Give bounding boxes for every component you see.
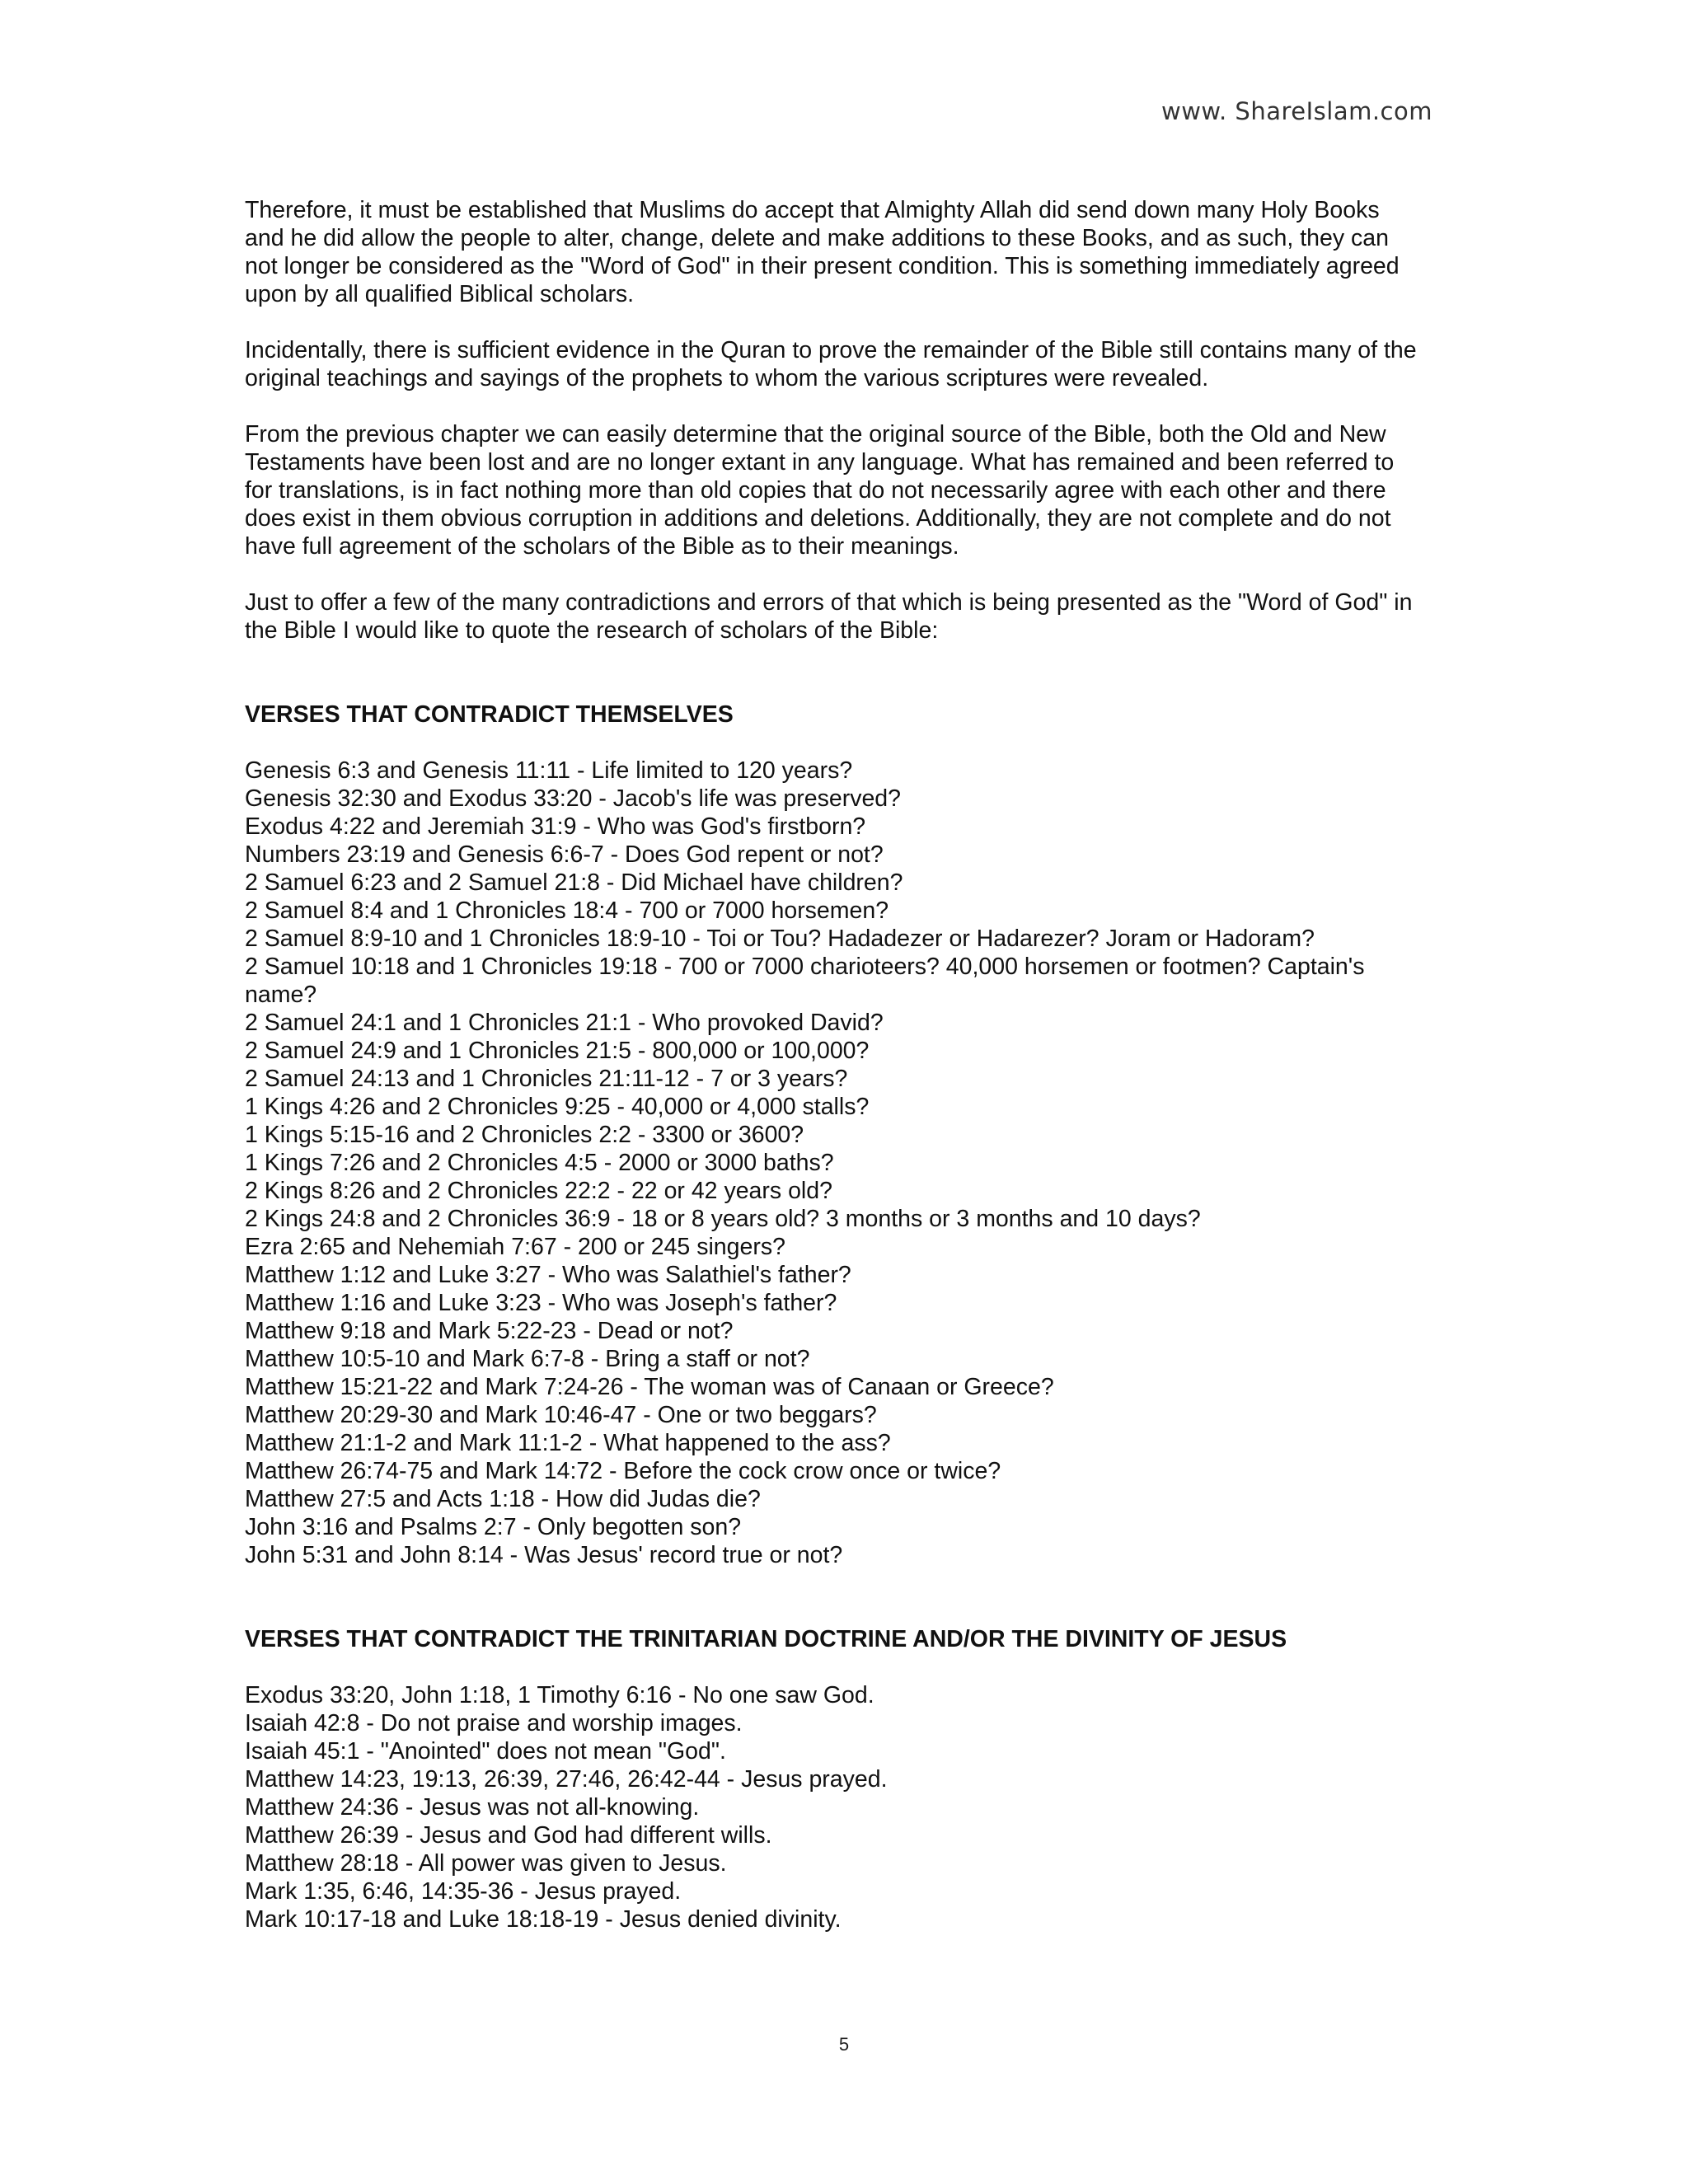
list-item: 2 Samuel 8:9-10 and 1 Chronicles 18:9-10 - Toi or Tou? Hadadezer or Hadarezer? Joram or Hadoram? — [245, 926, 1315, 952]
site-url-header: www. ShareIslam.com — [1160, 97, 1432, 125]
document-body — [245, 196, 1423, 1933]
spacer — [245, 1597, 1423, 1625]
list-item: Matthew 20:29-30 and Mark 10:46-47 - One or two beggars? — [245, 1402, 877, 1428]
spacer — [245, 673, 1423, 701]
list-item: Ezra 2:65 and Nehemiah 7:67 - 200 or 245 singers? — [245, 1234, 785, 1260]
list-item: 2 Kings 8:26 and 2 Chronicles 22:2 - 22 or 42 years old? — [245, 1178, 832, 1204]
paragraph: Incidentally, there is sufficient evidence in the Quran to prove the remainder of the Bible still contains many of the original teachings and sayings of the prophets to whom the various scriptures were revealed. — [245, 337, 1417, 391]
list-item: Matthew 10:5-10 and Mark 6:7-8 - Bring a staff or not? — [245, 1346, 810, 1372]
list-item: 2 Samuel 6:23 and 2 Samuel 21:8 - Did Michael have children? — [245, 869, 903, 896]
list-item: Exodus 4:22 and Jeremiah 31:9 - Who was God's firstborn? — [245, 813, 866, 840]
list-item: 2 Samuel 24:13 and 1 Chronicles 21:11-12 - 7 or 3 years? — [245, 1066, 848, 1092]
list-item: 2 Samuel 24:1 and 1 Chronicles 21:1 - Who provoked David? — [245, 1010, 884, 1036]
list-item: 2 Samuel 10:18 and 1 Chronicles 19:18 - 700 or 7000 charioteers? 40,000 horsemen or footmen? Captain's name? — [245, 954, 1365, 1008]
list-item: Exodus 33:20, John 1:18, 1 Timothy 6:16 - No one saw God. — [245, 1682, 874, 1708]
trinitarian-list — [245, 1681, 1423, 1933]
paragraph: Just to offer a few of the many contradictions and errors of that which is being presented as the "Word of God" in the Bible I would like to quote the research of scholars of the Bible: — [245, 589, 1413, 644]
list-item: Matthew 1:12 and Luke 3:27 - Who was Salathiel's father? — [245, 1262, 851, 1288]
list-item: John 3:16 and Psalms 2:7 - Only begotten son? — [245, 1514, 742, 1540]
list-item: Matthew 1:16 and Luke 3:23 - Who was Joseph's father? — [245, 1290, 837, 1316]
list-item: Genesis 6:3 and Genesis 11:11 - Life limited to 120 years? — [245, 757, 853, 784]
list-item: Matthew 26:39 - Jesus and God had different wills. — [245, 1822, 772, 1849]
list-item: Matthew 28:18 - All power was given to Jesus. — [245, 1850, 727, 1877]
list-item: Numbers 23:19 and Genesis 6:6-7 - Does God repent or not? — [245, 841, 884, 868]
list-item: Matthew 21:1-2 and Mark 11:1-2 - What happened to the ass? — [245, 1430, 891, 1456]
list-item: 1 Kings 7:26 and 2 Chronicles 4:5 - 2000 or 3000 baths? — [245, 1150, 834, 1176]
contradictions-list — [245, 757, 1423, 1569]
list-item: Isaiah 45:1 - "Anointed" does not mean "God". — [245, 1738, 726, 1765]
list-item: Matthew 14:23, 19:13, 26:39, 27:46, 26:42-44 - Jesus prayed. — [245, 1766, 888, 1793]
list-item: Matthew 9:18 and Mark 5:22-23 - Dead or not? — [245, 1318, 734, 1344]
section-heading-contradictions: VERSES THAT CONTRADICT THEMSELVES — [245, 701, 734, 728]
list-item: 2 Samuel 24:9 and 1 Chronicles 21:5 - 800,000 or 100,000? — [245, 1038, 870, 1064]
list-item: Matthew 24:36 - Jesus was not all-knowing. — [245, 1794, 700, 1821]
paragraph: Therefore, it must be established that Muslims do accept that Almighty Allah did send down many Holy Books and he did allow the people to alter, change, delete and make additions to these Books, and as such, they can not longer be considered as the "Word of God" in their present condition. This is something immediately agreed upon by all qualified Biblical scholars. — [245, 197, 1400, 307]
list-item: Matthew 15:21-22 and Mark 7:24-26 - The woman was of Canaan or Greece? — [245, 1374, 1054, 1400]
spacer — [245, 1569, 1423, 1597]
list-item: 1 Kings 5:15-16 and 2 Chronicles 2:2 - 3300 or 3600? — [245, 1122, 804, 1148]
paragraph: From the previous chapter we can easily determine that the original source of the Bible, both the Old and New Testaments have been lost and are no longer extant in any language. What has remained and been referred to for translations, is in fact nothing more than old copies that do not necessarily agree with each other and there does exist in them obvious corruption in additions and deletions. Additionally, they are not complete and do not have full agreement of the scholars of the Bible as to their meanings. — [245, 421, 1395, 560]
section-heading-trinitarian: VERSES THAT CONTRADICT THE TRINITARIAN DOCTRINE AND/OR THE DIVINITY OF JESUS — [245, 1626, 1287, 1652]
page-number: 5 — [838, 2034, 850, 2055]
list-item: 2 Samuel 8:4 and 1 Chronicles 18:4 - 700 or 7000 horsemen? — [245, 898, 889, 924]
list-item: Isaiah 42:8 - Do not praise and worship images. — [245, 1710, 743, 1736]
list-item: Genesis 32:30 and Exodus 33:20 - Jacob's life was preserved? — [245, 785, 901, 812]
list-item: Mark 10:17-18 and Luke 18:18-19 - Jesus denied divinity. — [245, 1906, 842, 1933]
list-item: Mark 1:35, 6:46, 14:35-36 - Jesus prayed. — [245, 1878, 682, 1905]
list-item: Matthew 26:74-75 and Mark 14:72 - Before the cock crow once or twice? — [245, 1458, 1001, 1484]
list-item: 2 Kings 24:8 and 2 Chronicles 36:9 - 18 or 8 years old? 3 months or 3 months and 10 days? — [245, 1206, 1201, 1232]
list-item: John 5:31 and John 8:14 - Was Jesus' record true or not? — [245, 1542, 843, 1568]
list-item: 1 Kings 4:26 and 2 Chronicles 9:25 - 40,000 or 4,000 stalls? — [245, 1094, 870, 1120]
list-item: Matthew 27:5 and Acts 1:18 - How did Judas die? — [245, 1486, 761, 1512]
